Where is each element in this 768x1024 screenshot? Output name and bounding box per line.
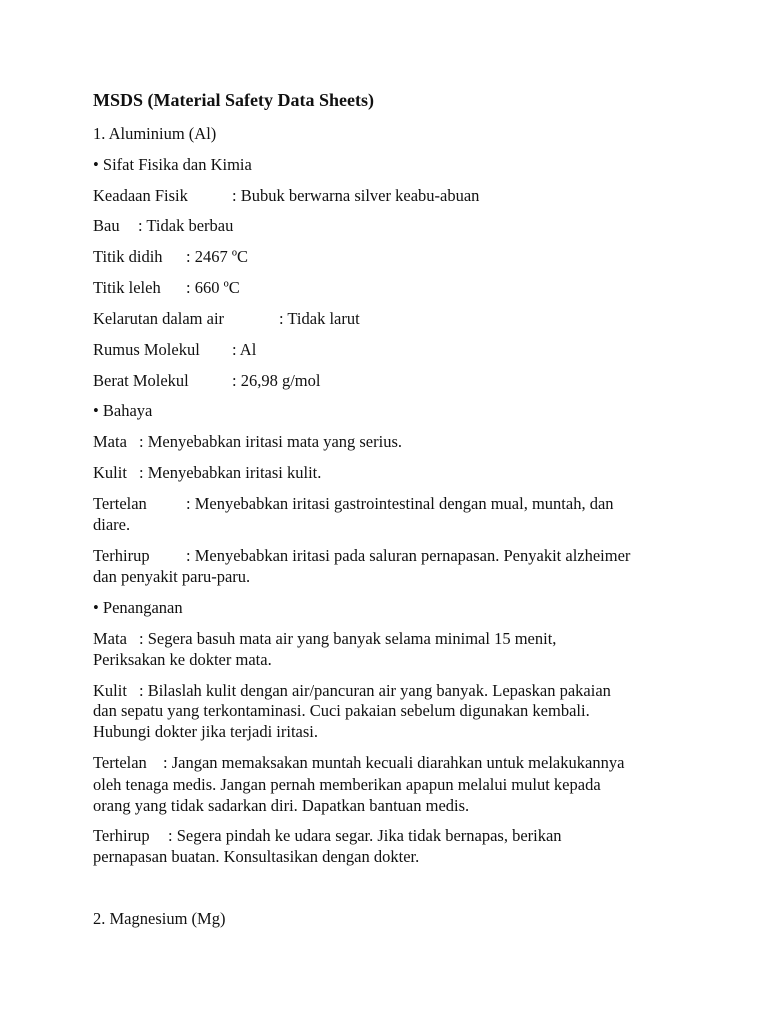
section-heading-magnesium: 2. Magnesium (Mg) <box>93 909 226 928</box>
hazard-row <box>93 462 321 483</box>
property-label: Rumus Molekul <box>93 340 200 359</box>
hazard-row <box>93 431 402 452</box>
property-row <box>93 277 240 298</box>
property-value: : Tidak larut <box>279 309 360 328</box>
hazard-value: : Menyebabkan iritasi kulit. <box>139 463 322 482</box>
hazard-row <box>93 493 614 514</box>
section-heading-aluminium: 1. Aluminium (Al) <box>93 124 217 143</box>
hazard-row <box>93 545 630 566</box>
handling-value: : Segera pindah ke udara segar. Jika tidak bernapas, berikan <box>168 826 562 845</box>
handling-continuation: Periksakan ke dokter mata. <box>93 650 272 669</box>
hazard-label: Mata <box>93 432 127 451</box>
handling-row <box>93 825 562 846</box>
property-row <box>93 246 248 267</box>
subheading-bahaya: • Bahaya <box>93 401 153 420</box>
property-value: : 660 ºC <box>186 278 240 297</box>
hazard-label: Terhirup <box>93 546 150 565</box>
handling-label: Tertelan <box>93 753 147 772</box>
property-value: : 26,98 g/mol <box>232 371 321 390</box>
handling-continuation: pernapasan buatan. Konsultasikan dengan dokter. <box>93 847 420 866</box>
hazard-label: Tertelan <box>93 494 147 513</box>
handling-value: : Segera basuh mata air yang banyak selama minimal 15 menit, <box>139 629 557 648</box>
handling-label: Kulit <box>93 681 127 700</box>
handling-continuation: Hubungi dokter jika terjadi iritasi. <box>93 722 318 741</box>
property-value: : Al <box>232 340 257 359</box>
handling-continuation: dan sepatu yang terkontaminasi. Cuci pakaian sebelum digunakan kembali. <box>93 701 590 720</box>
hazard-label: Kulit <box>93 463 127 482</box>
handling-row <box>93 752 624 773</box>
handling-continuation: orang yang tidak sadarkan diri. Dapatkan bantuan medis. <box>93 796 470 815</box>
property-value: : Tidak berbau <box>138 216 234 235</box>
property-label: Titik didih <box>93 247 163 266</box>
property-row <box>93 308 360 329</box>
property-label: Bau <box>93 216 120 235</box>
property-label: Keadaan Fisik <box>93 186 188 205</box>
hazard-value: : Menyebabkan iritasi mata yang serius. <box>139 432 403 451</box>
hazard-value: : Menyebabkan iritasi gastrointestinal dengan mual, muntah, dan <box>186 494 614 513</box>
property-row <box>93 215 233 236</box>
handling-label: Mata <box>93 629 127 648</box>
subheading-sifat: • Sifat Fisika dan Kimia <box>93 155 252 174</box>
subheading-penanganan: • Penanganan <box>93 598 183 617</box>
handling-continuation: oleh tenaga medis. Jangan pernah memberikan apapun melalui mulut kepada <box>93 775 601 794</box>
property-row <box>93 185 479 206</box>
property-row <box>93 370 320 391</box>
property-label: Berat Molekul <box>93 371 189 390</box>
handling-value: : Bilaslah kulit dengan air/pancuran air yang banyak. Lepaskan pakaian <box>139 681 611 700</box>
page-title: MSDS (Material Safety Data Sheets) <box>93 90 374 110</box>
handling-label: Terhirup <box>93 826 150 845</box>
property-row <box>93 339 256 360</box>
property-value: : 2467 ºC <box>186 247 248 266</box>
hazard-continuation: dan penyakit paru-paru. <box>93 567 251 586</box>
hazard-value: : Menyebabkan iritasi pada saluran pernapasan. Penyakit alzheimer <box>186 546 631 565</box>
handling-row <box>93 680 611 701</box>
property-label: Titik leleh <box>93 278 161 297</box>
handling-row <box>93 628 556 649</box>
property-label: Kelarutan dalam air <box>93 309 225 328</box>
property-value: : Bubuk berwarna silver keabu-abuan <box>232 186 480 205</box>
hazard-continuation: diare. <box>93 515 131 534</box>
handling-value: : Jangan memaksakan muntah kecuali diarahkan untuk melakukannya <box>163 753 625 772</box>
